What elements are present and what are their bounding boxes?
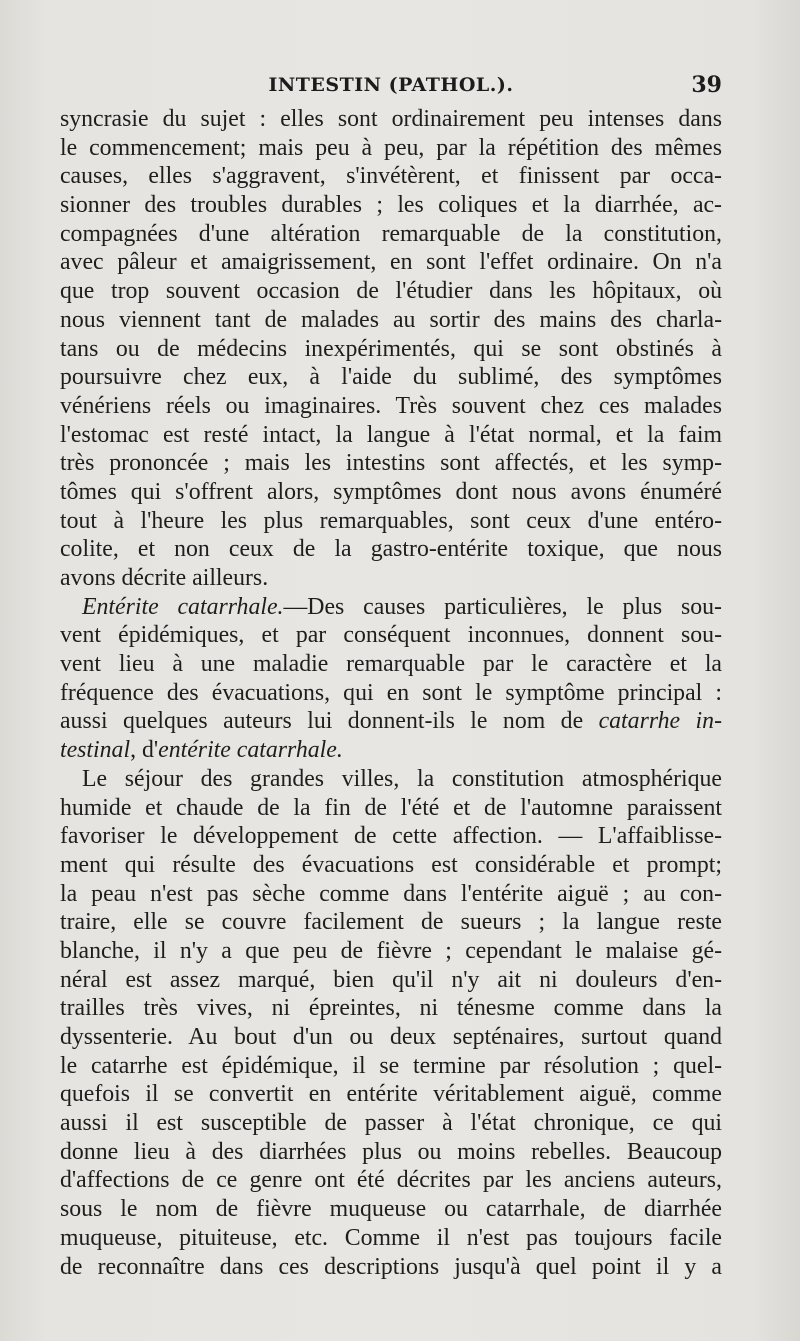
text-line-mixed — [60, 707, 722, 736]
text-line: dyssenterie. Au bout d'un ou deux septénaires, surtout quand — [60, 1024, 722, 1050]
text-line: de reconnaître dans ces descriptions jusqu'à quel point il y a — [60, 1253, 722, 1280]
text-line: vénériens réels ou imaginaires. Très souvent chez ces malades — [60, 392, 722, 419]
italic-term: entérite catarrhale. — [158, 737, 343, 764]
text-line: colite, et non ceux de la gastro-entérite toxique, que nous — [60, 536, 722, 563]
text-line: ment qui résulte des évacuations est considérable et prompt; — [60, 851, 722, 878]
text-line: Le séjour des grandes villes, la constitution atmosphérique — [82, 765, 722, 792]
italic-term: catarrhe in- — [598, 708, 722, 735]
text-line: quefois il se convertit en entérite véritablement aiguë, comme — [60, 1081, 722, 1108]
text-line: sionner des troubles durables ; les coliques et la diarrhée, ac- — [60, 192, 722, 219]
text-line: donne lieu à des diarrhées plus ou moins rebelles. Beaucoup — [60, 1138, 722, 1165]
page-number: 39 — [691, 72, 722, 98]
section-start-line — [60, 593, 722, 622]
text-line: favoriser le développement de cette affection. — L'affaiblisse- — [60, 823, 722, 850]
text-line: compagnées d'une altération remarquable de la constitution, — [60, 220, 722, 247]
text-line: aussi il est susceptible de passer à l'état chronique, ce qui — [60, 1110, 722, 1137]
text-line: syncrasie du sujet : elles sont ordinairement peu intenses dans — [60, 106, 722, 132]
text-line: tômes qui s'offrent alors, symptômes dont nous avons énuméré — [60, 478, 722, 505]
text-line: trailles très vives, ni épreintes, ni ténesme comme dans la — [60, 995, 722, 1022]
text-line: avons décrite ailleurs. — [60, 565, 269, 591]
text-line: vent lieu à une maladie remarquable par le caractère et la — [60, 651, 722, 678]
text-line: que trop souvent occasion de l'étudier dans les hôpitaux, où — [60, 278, 722, 305]
text-line: la peau n'est pas sèche comme dans l'entérite aiguë ; au con- — [60, 880, 722, 907]
italic-term: testinal — [60, 737, 131, 764]
text-line: très prononcée ; mais les intestins sont affectés, et les symp- — [60, 450, 722, 477]
text-line: blanche, il n'y a que peu de fièvre ; cependant le malaise gé- — [60, 937, 722, 964]
text-line: d'affections de ce genre ont été décrites par les anciens auteurs, — [60, 1167, 722, 1194]
running-head: INTESTIN (PATHOL.). — [268, 74, 514, 96]
text-line: avec pâleur et amaigrissement, en sont l'effet ordinaire. On n'a — [60, 249, 722, 276]
text-line: néral est assez marqué, bien qu'il n'y ait ni douleurs d'en- — [60, 966, 722, 993]
text-fragment: —Des causes particulières, le plus sou- — [283, 593, 722, 620]
text-line: sous le nom de fièvre muqueuse ou catarrhale, de diarrhée — [60, 1196, 722, 1223]
text-line: vent épidémiques, et par conséquent inconnues, donnent sou- — [60, 622, 722, 649]
text-line: le catarrhe est épidémique, il se termine par résolution ; quel- — [60, 1052, 722, 1079]
text-fragment: , d' — [130, 737, 159, 764]
text-line: humide et chaude de la fin de l'été et de l'automne paraissent — [60, 794, 722, 821]
text-line: poursuivre chez eux, à l'aide du sublimé, des symptômes — [60, 364, 722, 391]
page-header — [60, 70, 722, 100]
text-line: muqueuse, pituiteuse, etc. Comme il n'est pas toujours facile — [60, 1224, 722, 1251]
text-line: l'estomac est resté intact, la langue à l'état normal, et la faim — [60, 421, 722, 448]
text-line-mixed — [60, 736, 722, 765]
section-title: Entérite catarrhale. — [82, 593, 284, 620]
text-line: traire, elle se couvre facilement de sueurs ; la langue reste — [60, 909, 722, 936]
text-fragment: aussi quelques auteurs lui donnent-ils le nom de — [60, 708, 584, 735]
text-line: tout à l'heure les plus remarquables, sont ceux d'une entéro- — [60, 507, 722, 534]
text-line: causes, elles s'aggravent, s'invétèrent, et finissent par occa- — [60, 163, 722, 190]
text-line: nous viennent tant de malades au sortir des mains des charla- — [60, 306, 722, 333]
text-line: le commencement; mais peu à peu, par la répétition des mêmes — [60, 134, 722, 161]
body-text — [60, 105, 722, 1281]
text-line: fréquence des évacuations, qui en sont le symptôme principal : — [60, 679, 722, 706]
text-line: tans ou de médecins inexpérimentés, qui se sont obstinés à — [60, 335, 722, 362]
